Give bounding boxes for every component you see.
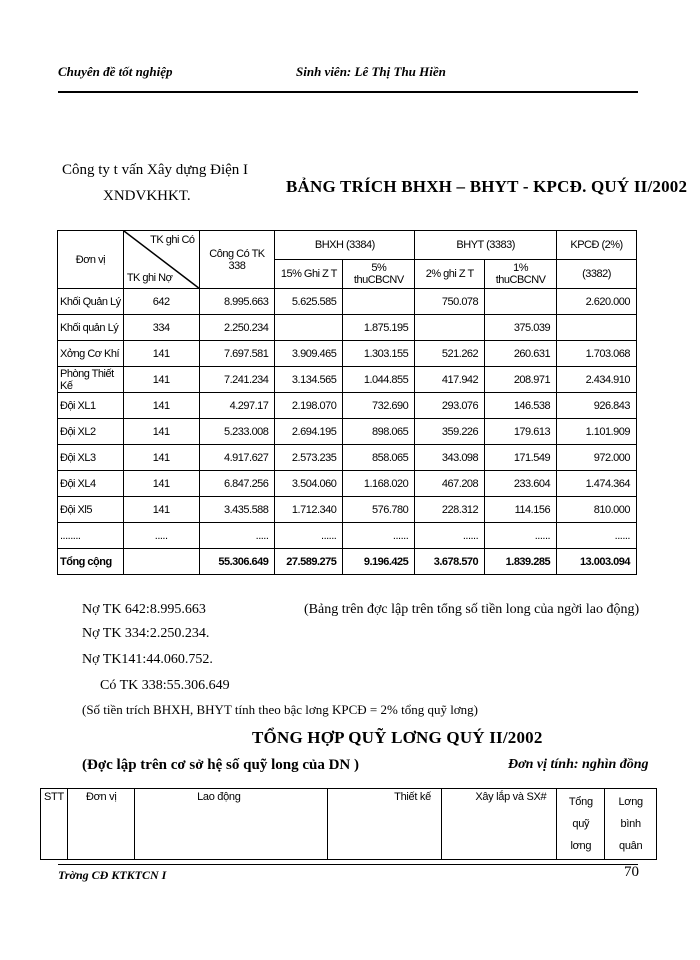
- cell-tk: 141: [123, 471, 199, 497]
- cell-bhyt1: [485, 289, 557, 315]
- header-luong-binh-line1: Lơng bình: [618, 796, 643, 830]
- header-xay-lap: Xây lắp và SX#: [441, 789, 556, 860]
- total-bhxh5: 9.196.425: [343, 549, 415, 575]
- cell-cong: 3.435.588: [199, 497, 275, 523]
- note-table-basis: (Bảng trên đợc lập trên tổng số tiền long của ngời lao động): [304, 602, 640, 617]
- cell-bhxh5: 1.044.855: [343, 367, 415, 393]
- cell-bhxh5: 1.168.020: [343, 471, 415, 497]
- cell-tk: 141: [123, 393, 199, 419]
- note-no-334: Nợ TK 334:2.250.234.: [82, 626, 210, 641]
- cell-bhxh5: 898.065: [343, 419, 415, 445]
- cell-tk: 141: [123, 367, 199, 393]
- cell-bhyt2: 343.098: [415, 445, 485, 471]
- cell-bhxh15: 3.909.465: [275, 341, 343, 367]
- footer-school: Trờng CĐ KTKTCN I: [58, 868, 167, 882]
- cell-kpcd: 2.434.910: [557, 367, 637, 393]
- total-bhyt2: 3.678.570: [415, 549, 485, 575]
- cell-name: Đội Xl5: [58, 497, 124, 523]
- header-diagonal-cell: [123, 231, 199, 289]
- header-kpcd-code: (3382): [557, 260, 637, 289]
- total-label: Tổng cộng: [58, 549, 124, 575]
- table-row: [58, 523, 637, 549]
- cell-name: Phòng Thiết Kế: [58, 367, 124, 393]
- header-tk-ghi-no: TK ghi Nợ: [126, 272, 173, 284]
- header-tk-ghi-co: TK ghi Có: [150, 234, 195, 246]
- cell-tk: 141: [123, 497, 199, 523]
- cell-bhyt1: 114.156: [485, 497, 557, 523]
- table2-unit: Đơn vị tính: nghìn đồng: [508, 757, 649, 772]
- total-cong: 55.306.649: [199, 549, 275, 575]
- header-bhxh-5: 5% thuCBCNV: [343, 260, 415, 289]
- cell-bhyt1: 179.613: [485, 419, 557, 445]
- header-left: Chuyên đề tốt nghiệp: [58, 64, 173, 79]
- header-t2-don-vi: Đơn vị: [67, 789, 134, 860]
- cell-bhxh5: [343, 289, 415, 315]
- cell-bhyt2: [415, 315, 485, 341]
- cell-bhyt1: 233.604: [485, 471, 557, 497]
- cell-kpcd: 1.474.364: [557, 471, 637, 497]
- cell-bhyt2: 521.262: [415, 341, 485, 367]
- page-number: 70: [624, 864, 639, 880]
- cell-kpcd: 972.000: [557, 445, 637, 471]
- table-row: [58, 497, 637, 523]
- cell-bhxh5: 732.690: [343, 393, 415, 419]
- cell-cong: 4.917.627: [199, 445, 275, 471]
- cell-bhxh15: 3.134.565: [275, 367, 343, 393]
- cell-bhyt1: 375.039: [485, 315, 557, 341]
- cell-cong: 6.847.256: [199, 471, 275, 497]
- cell-bhyt1: 208.971: [485, 367, 557, 393]
- cell-cong: 2.250.234: [199, 315, 275, 341]
- header-tong-quy: [557, 789, 605, 860]
- cell-bhxh5: ......: [343, 523, 415, 549]
- header-kpcd: KPCĐ (2%): [557, 231, 637, 260]
- cell-name: Khối quản Lý: [58, 315, 124, 341]
- table2-subtitle: (Đợc lập trên cơ sở hệ số quỹ long của DN ): [82, 757, 360, 773]
- table-row: [58, 445, 637, 471]
- company-name: Công ty t vấn Xây dựng Điện I: [62, 162, 249, 178]
- total-tk: [123, 549, 199, 575]
- cell-cong: 4.297.17: [199, 393, 275, 419]
- table-row: [58, 393, 637, 419]
- table-row: [58, 289, 637, 315]
- header-luong-binh-line2: quân: [619, 840, 643, 852]
- cell-name: Khối Quản Lý: [58, 289, 124, 315]
- cell-bhyt2: 228.312: [415, 497, 485, 523]
- cell-bhxh5: 858.065: [343, 445, 415, 471]
- cell-cong: 5.233.008: [199, 419, 275, 445]
- cell-kpcd: 1.703.068: [557, 341, 637, 367]
- cell-bhyt1: 171.549: [485, 445, 557, 471]
- cell-name: Đội XL3: [58, 445, 124, 471]
- header-right: Sinh viên: Lê Thị Thu Hiền: [296, 64, 446, 79]
- table1-title: BẢNG TRÍCH BHXH – BHYT - KPCĐ. QUÝ II/2002: [286, 177, 688, 196]
- total-bhxh15: 27.589.275: [275, 549, 343, 575]
- note-calculation: (Số tiền trích BHXH, BHYT tính theo bậc lơng KPCĐ = 2% tổng quỹ lơng): [82, 702, 479, 717]
- cell-tk: 334: [123, 315, 199, 341]
- cell-name: Đội XL1: [58, 393, 124, 419]
- footer-rule: [58, 864, 638, 865]
- header-bhyt-1: 1% thuCBCNV: [485, 260, 557, 289]
- salary-fund-table: [40, 788, 657, 860]
- table-row: [58, 471, 637, 497]
- cell-kpcd: [557, 315, 637, 341]
- cell-bhyt1: ......: [485, 523, 557, 549]
- cell-bhyt2: 293.076: [415, 393, 485, 419]
- total-kpcd: 13.003.094: [557, 549, 637, 575]
- note-no-141: Nợ TK141:44.060.752.: [82, 652, 213, 667]
- cell-bhyt2: ......: [415, 523, 485, 549]
- header-cong-co: Công Có TK 338: [199, 231, 275, 289]
- cell-bhxh5: 1.303.155: [343, 341, 415, 367]
- cell-cong: 7.241.234: [199, 367, 275, 393]
- cell-kpcd: 810.000: [557, 497, 637, 523]
- header-bhxh: BHXH (3384): [275, 231, 415, 260]
- table-row: [58, 367, 637, 393]
- cell-bhxh15: 5.625.585: [275, 289, 343, 315]
- header-bhyt-2: 2% ghi Z T: [415, 260, 485, 289]
- table-row: [58, 315, 637, 341]
- cell-cong: .....: [199, 523, 275, 549]
- header-rule: [58, 91, 638, 93]
- cell-bhyt1: 260.631: [485, 341, 557, 367]
- cell-tk: 141: [123, 419, 199, 445]
- header-lao-dong: Lao động: [135, 789, 328, 860]
- cell-bhyt2: 359.226: [415, 419, 485, 445]
- header-bhyt: BHYT (3383): [415, 231, 557, 260]
- cell-tk: 642: [123, 289, 199, 315]
- header-don-vi: Đơn vị: [58, 231, 124, 289]
- table-row: [58, 341, 637, 367]
- table-row: [58, 419, 637, 445]
- cell-kpcd: 926.843: [557, 393, 637, 419]
- cell-bhxh15: 1.712.340: [275, 497, 343, 523]
- cell-bhxh15: 2.694.195: [275, 419, 343, 445]
- total-bhyt1: 1.839.285: [485, 549, 557, 575]
- cell-bhxh15: 2.573.235: [275, 445, 343, 471]
- cell-bhyt2: 467.208: [415, 471, 485, 497]
- cell-name: Xởng Cơ Khí: [58, 341, 124, 367]
- cell-bhyt2: 750.078: [415, 289, 485, 315]
- cell-bhxh15: ......: [275, 523, 343, 549]
- header-bhxh-15: 15% Ghi Z T: [275, 260, 343, 289]
- cell-name: Đội XL4: [58, 471, 124, 497]
- bhxh-table: [57, 230, 637, 575]
- cell-name: Đội XL2: [58, 419, 124, 445]
- header-tong-quy-line2: lơng: [570, 840, 592, 852]
- company-unit: XNDVKHKT.: [103, 188, 191, 204]
- note-no-642: Nợ TK 642:8.995.663: [82, 602, 206, 617]
- cell-tk: 141: [123, 341, 199, 367]
- cell-cong: 7.697.581: [199, 341, 275, 367]
- cell-cong: 8.995.663: [199, 289, 275, 315]
- cell-bhyt2: 417.942: [415, 367, 485, 393]
- cell-bhxh15: [275, 315, 343, 341]
- table2-title: TỔNG HỢP QUỸ LƠNG QUÝ II/2002: [252, 728, 543, 747]
- note-co-338: Có TK 338:55.306.649: [100, 678, 230, 693]
- cell-tk: 141: [123, 445, 199, 471]
- cell-name: ........: [58, 523, 124, 549]
- header-tong-quy-line1: Tổng quỹ: [568, 796, 593, 830]
- cell-bhxh5: 576.780: [343, 497, 415, 523]
- cell-bhyt1: 146.538: [485, 393, 557, 419]
- header-luong-binh-quan: [605, 789, 657, 860]
- cell-bhxh15: 2.198.070: [275, 393, 343, 419]
- cell-bhxh15: 3.504.060: [275, 471, 343, 497]
- cell-bhxh5: 1.875.195: [343, 315, 415, 341]
- header-thiet-ke: Thiết kế: [327, 789, 441, 860]
- cell-tk: .....: [123, 523, 199, 549]
- cell-kpcd: 2.620.000: [557, 289, 637, 315]
- cell-kpcd: ......: [557, 523, 637, 549]
- header-stt: STT: [41, 789, 68, 860]
- cell-kpcd: 1.101.909: [557, 419, 637, 445]
